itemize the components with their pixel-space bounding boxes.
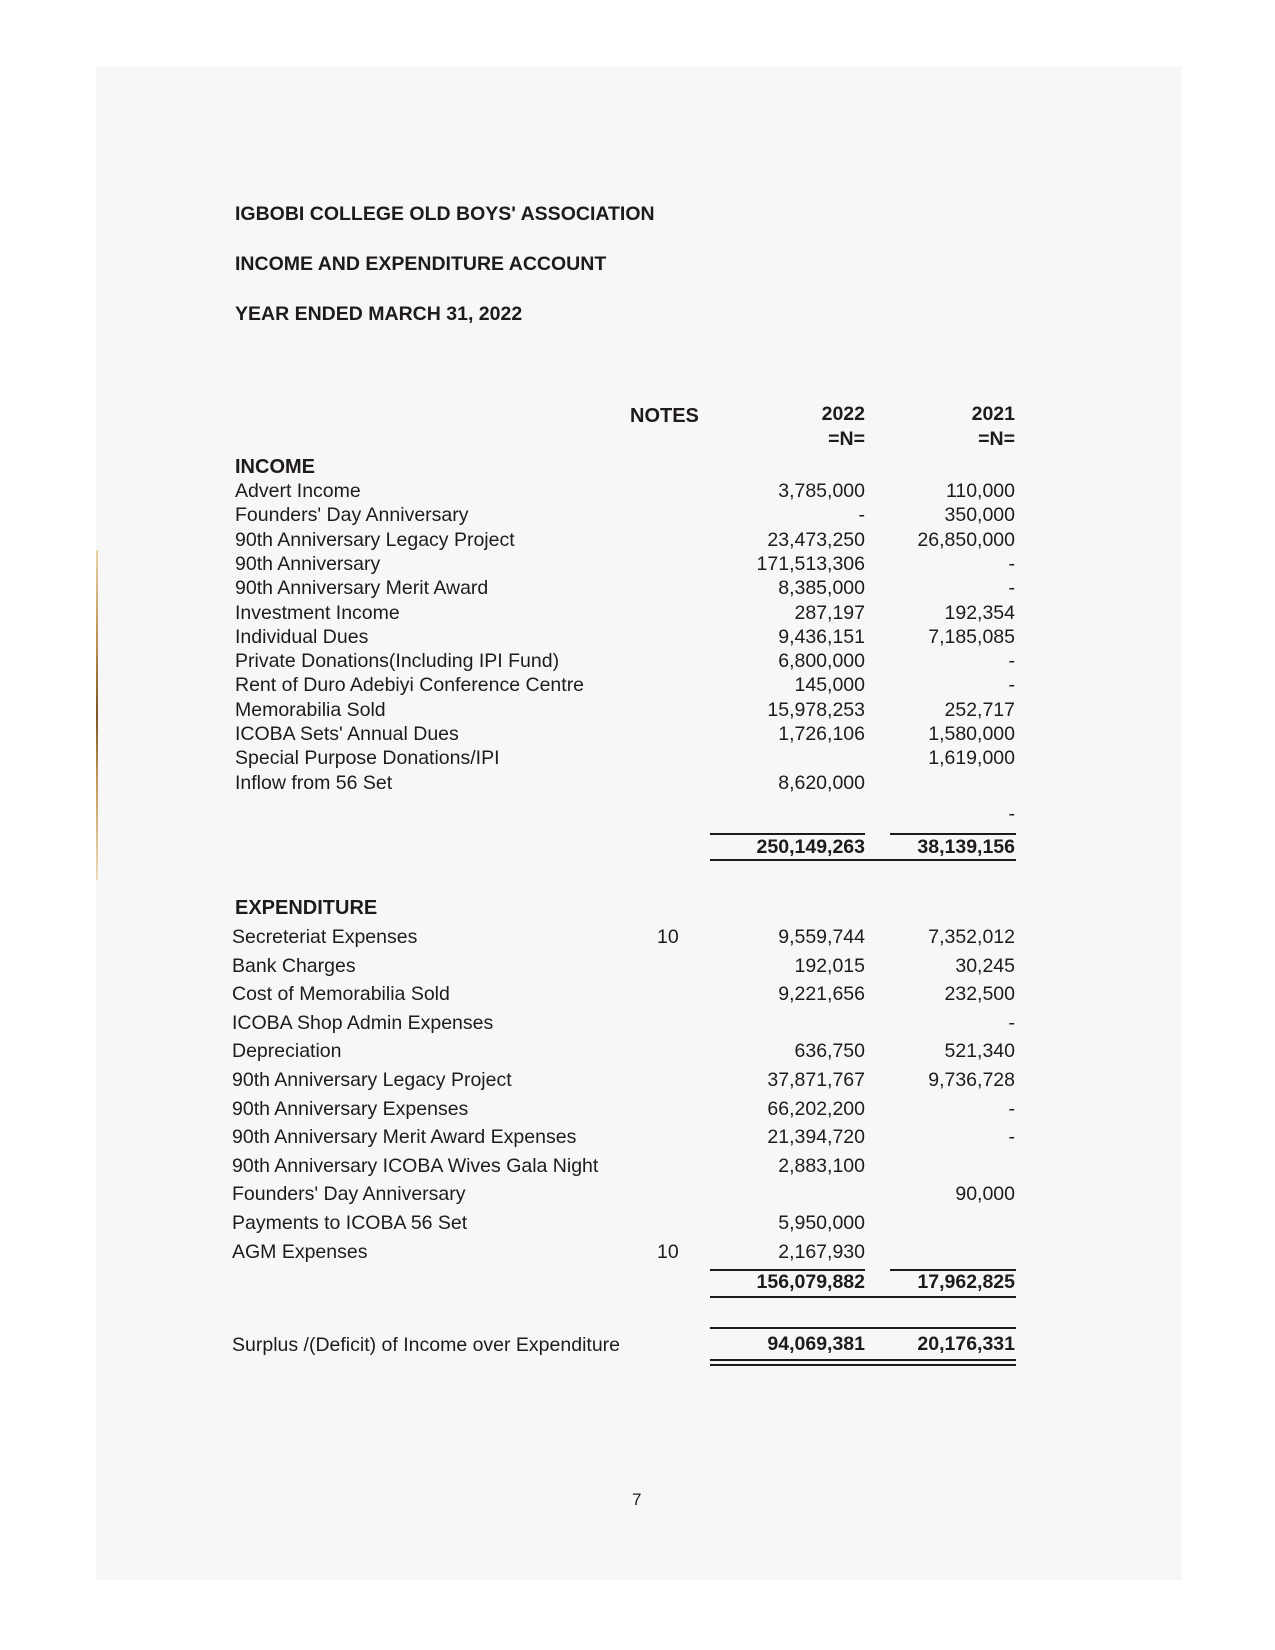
income-row-2022: 9,436,151: [778, 625, 865, 648]
income-row-2021: -: [1008, 577, 1015, 600]
income-row-2022: 15,978,253: [767, 698, 865, 721]
page-edge-shadow: [96, 550, 98, 880]
income-row-label: Inflow from 56 Set: [235, 771, 393, 794]
expenditure-row-2021: -: [1008, 1126, 1015, 1149]
expenditure-row-label: Payments to ICOBA 56 Set: [232, 1212, 468, 1234]
income-row-label: Rent of Duro Adebiyi Conference Centre: [235, 674, 585, 697]
income-row-label: 90th Anniversary Merit Award: [235, 577, 489, 600]
expenditure-row-2022: 2,883,100: [778, 1154, 865, 1177]
income-row-2021: 350,000: [944, 504, 1015, 527]
expenditure-row-2021: -: [1008, 1097, 1015, 1120]
expenditure-row-label: 90th Anniversary Legacy Project: [232, 1069, 512, 1091]
expenditure-row-label: Bank Charges: [232, 954, 356, 977]
expenditure-row-note: 10: [657, 1240, 679, 1263]
expenditure-row-2022: 636,750: [794, 1040, 865, 1063]
expenditure-row-label: Secreteriat Expenses: [232, 926, 418, 948]
expenditure-row-2021: 30,245: [955, 954, 1015, 977]
surplus-top-rule: [710, 1327, 1016, 1329]
statement-title: INCOME AND EXPENDITURE ACCOUNT: [235, 253, 607, 275]
expenditure-section-title: EXPENDITURE: [235, 897, 378, 919]
page-number: 7: [632, 1490, 642, 1509]
year-2022-header: 2022: [821, 403, 865, 425]
income-row-label: ICOBA Sets' Annual Dues: [235, 723, 459, 745]
income-row-2021: 192,354: [944, 601, 1015, 624]
expenditure-row-2022: 9,559,744: [778, 926, 865, 948]
income-row-2022: 8,620,000: [778, 771, 865, 794]
expenditure-row-2022: 66,202,200: [767, 1097, 865, 1120]
surplus-2022: 94,069,381: [767, 1333, 865, 1355]
expenditure-row-label: 90th Anniversary Merit Award Expenses: [232, 1126, 577, 1149]
income-row-2022: 171,513,306: [756, 552, 865, 575]
year-2021-header: 2021: [971, 403, 1015, 425]
currency-2022-header: =N=: [828, 428, 865, 450]
expenditure-row-2022: 2,167,930: [778, 1240, 865, 1263]
expenditure-row-label: Founders' Day Anniversary: [232, 1183, 466, 1206]
surplus-label: Surplus /(Deficit) of Income over Expenditure: [232, 1334, 621, 1356]
income-row-2021: 252,717: [944, 698, 1015, 721]
expenditure-row-2022: 5,950,000: [778, 1212, 865, 1234]
income-row-label: Individual Dues: [235, 625, 369, 648]
expenditure-row-2022: 37,871,767: [767, 1069, 865, 1091]
expenditure-row-2021: 521,340: [944, 1040, 1015, 1063]
income-row-label: 90th Anniversary: [235, 552, 381, 575]
income-total-2022: 250,149,263: [756, 836, 865, 858]
income-total-underline: [710, 859, 1016, 861]
expenditure-row-2022: 192,015: [794, 954, 865, 977]
income-row-label: Private Donations(Including IPI Fund): [235, 650, 560, 673]
expenditure-row-2021: 7,352,012: [928, 926, 1015, 948]
expenditure-row-label: ICOBA Shop Admin Expenses: [232, 1011, 494, 1034]
income-row-2022: 145,000: [794, 674, 865, 697]
expenditure-row-2021: 9,736,728: [928, 1069, 1015, 1091]
expenditure-row-note: 10: [657, 926, 679, 948]
income-row-label: Investment Income: [235, 601, 400, 624]
income-total-rule-2021: [890, 833, 1016, 835]
income-total-2021: 38,139,156: [917, 836, 1015, 858]
statement-period: YEAR ENDED MARCH 31, 2022: [235, 303, 523, 325]
income-row-label: Special Purpose Donations/IPI: [235, 747, 500, 770]
income-row-label: Memorabilia Sold: [235, 698, 386, 721]
expenditure-row-label: 90th Anniversary ICOBA Wives Gala Night: [232, 1154, 599, 1177]
surplus-2021: 20,176,331: [917, 1333, 1015, 1355]
income-row-2021: 110,000: [945, 480, 1015, 502]
income-row-label: 90th Anniversary Legacy Project: [235, 528, 515, 551]
income-row-2022: 8,385,000: [778, 577, 865, 600]
income-row-2022: 3,785,000: [778, 480, 865, 502]
income-row-label: Advert Income: [235, 480, 361, 502]
income-section-title: INCOME: [235, 456, 315, 478]
expenditure-row-2021: -: [1008, 1011, 1015, 1034]
income-row-2021: 1,580,000: [928, 723, 1015, 745]
expenditure-total-2021: 17,962,825: [917, 1271, 1015, 1293]
expenditure-row-2021: 90,000: [955, 1183, 1015, 1206]
expenditure-total-underline: [710, 1296, 1016, 1298]
currency-2021-header: =N=: [978, 428, 1015, 450]
expenditure-row-2022: 21,394,720: [767, 1126, 865, 1149]
income-row-2021: -: [1008, 650, 1015, 673]
expenditure-total-2022: 156,079,882: [756, 1271, 865, 1293]
expenditure-row-2021: 232,500: [944, 983, 1015, 1006]
organization-name: IGBOBI COLLEGE OLD BOYS' ASSOCIATION: [235, 203, 655, 225]
income-row-2021: 7,185,085: [928, 625, 1015, 648]
income-row-2022: 6,800,000: [778, 650, 865, 673]
surplus-double-underline-1: [710, 1359, 1016, 1361]
expenditure-row-label: Cost of Memorabilia Sold: [232, 983, 450, 1006]
income-row-2022: 287,197: [794, 601, 865, 624]
income-row-2021: -: [1008, 674, 1015, 697]
expenditure-row-2022: 9,221,656: [778, 983, 865, 1006]
income-row-2021: 26,850,000: [917, 528, 1015, 551]
income-total-rule-2022: [710, 833, 865, 835]
income-row-label: Founders' Day Anniversary: [235, 504, 469, 527]
expenditure-row-label: 90th Anniversary Expenses: [232, 1097, 469, 1120]
notes-column-header: NOTES: [630, 405, 699, 427]
income-row-2022: 23,473,250: [767, 528, 865, 551]
expenditure-row-label: Depreciation: [232, 1040, 342, 1063]
surplus-double-underline-2: [710, 1364, 1016, 1366]
income-row-2022: 1,726,106: [778, 723, 865, 745]
expenditure-row-label: AGM Expenses: [232, 1240, 368, 1263]
income-trailing-dash-2021: -: [1008, 803, 1015, 825]
income-row-2022: -: [858, 504, 865, 527]
income-row-2021: 1,619,000: [928, 747, 1015, 770]
income-row-2021: -: [1008, 552, 1015, 575]
